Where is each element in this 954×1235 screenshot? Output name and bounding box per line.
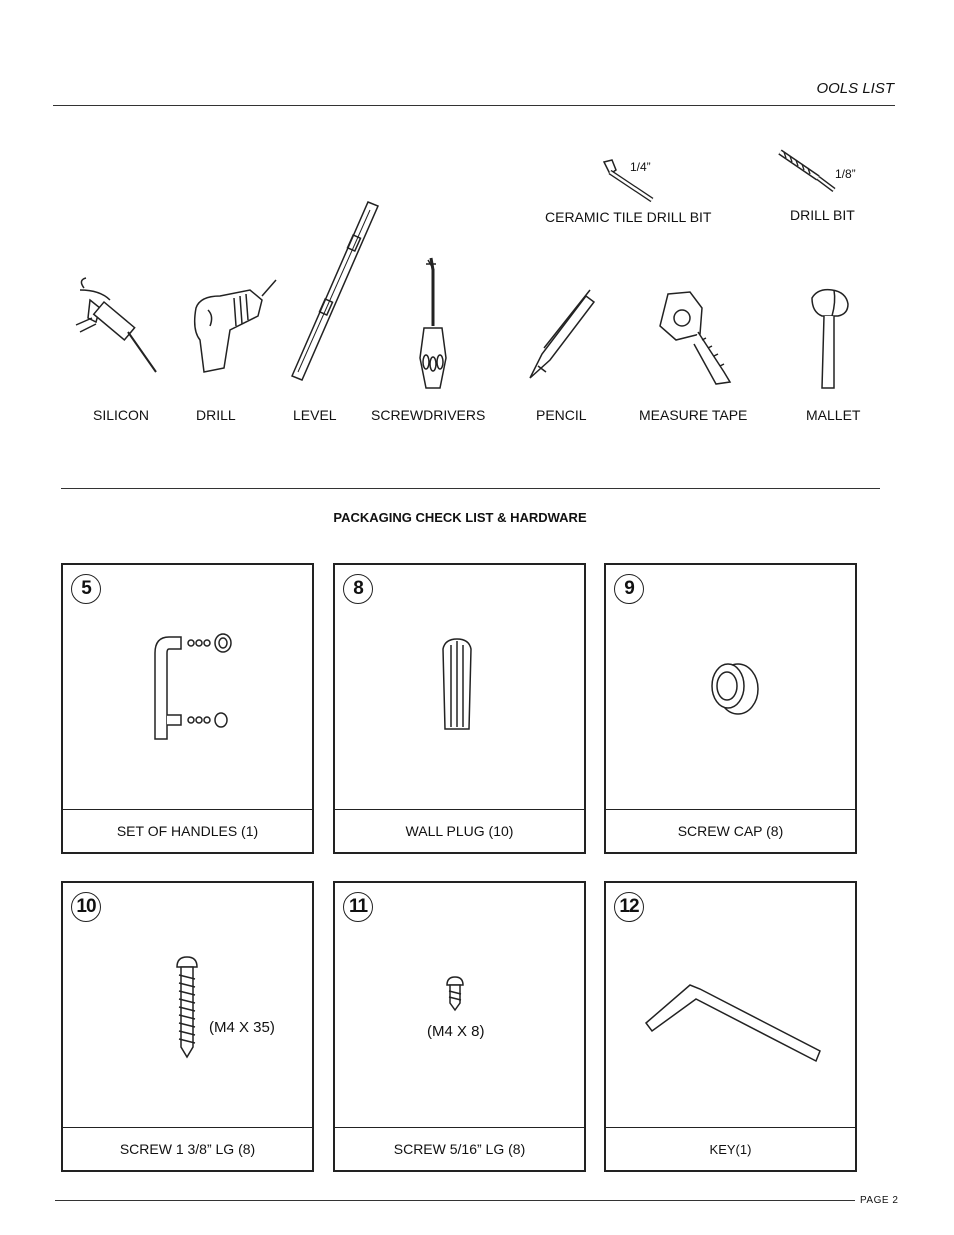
wall-plug-icon xyxy=(335,565,584,810)
item-label: SCREW CAP (8) xyxy=(606,809,855,852)
tool-label-drill-bit: DRILL BIT xyxy=(790,207,855,223)
tool-label-pencil: PENCIL xyxy=(536,407,587,423)
hardware-card-10 xyxy=(61,881,314,1172)
hardware-card-5 xyxy=(61,563,314,854)
tools-illustration xyxy=(0,140,954,400)
hardware-card-11 xyxy=(333,881,586,1172)
item-number-badge: 10 xyxy=(71,892,101,922)
section-divider xyxy=(61,488,880,489)
screwdriver-icon xyxy=(420,258,446,388)
tool-label-drill: DRILL xyxy=(196,407,236,423)
mallet-icon xyxy=(812,290,848,388)
hardware-card-9 xyxy=(604,563,857,854)
handle-set-icon xyxy=(63,565,312,810)
item-label: SET OF HANDLES (1) xyxy=(63,809,312,852)
ceramic-bit-size: 1/4” xyxy=(630,160,651,174)
screw-spec-note: (M4 X 8) xyxy=(427,1023,485,1040)
item-number-badge: 11 xyxy=(343,892,373,922)
drill-bit-size: 1/8” xyxy=(835,167,856,181)
caulking-gun-icon xyxy=(76,278,156,372)
item-label: WALL PLUG (10) xyxy=(335,809,584,852)
item-number-badge: 12 xyxy=(614,892,644,922)
header-divider xyxy=(53,105,895,106)
item-number-badge: 9 xyxy=(614,574,644,604)
item-number-badge: 5 xyxy=(71,574,101,604)
tool-label-mallet: MALLET xyxy=(806,407,861,423)
section-title: PACKAGING CHECK LIST & HARDWARE xyxy=(333,510,587,525)
item-number-badge: 8 xyxy=(343,574,373,604)
screw-spec-note: (M4 X 35) xyxy=(209,1019,275,1036)
page-title: OOLS LIST xyxy=(816,80,894,97)
tool-label-ceramic-drill-bit: CERAMIC TILE DRILL BIT xyxy=(545,209,712,225)
item-label: SCREW 1 3/8” LG (8) xyxy=(63,1127,312,1170)
page-number: PAGE 2 xyxy=(860,1195,899,1206)
item-label: SCREW 5/16” LG (8) xyxy=(335,1127,584,1170)
hardware-card-8 xyxy=(333,563,586,854)
allen-key-icon xyxy=(606,883,855,1128)
footer-divider xyxy=(55,1200,855,1201)
spirit-level-icon xyxy=(292,202,378,380)
tool-label-silicon: SILICON xyxy=(93,407,150,423)
tool-label-screwdrivers: SCREWDRIVERS xyxy=(371,407,486,423)
tape-measure-icon xyxy=(660,292,730,384)
hardware-card-12 xyxy=(604,881,857,1172)
pencil-icon xyxy=(530,290,594,378)
drill-bit-icon xyxy=(780,152,834,190)
power-drill-icon xyxy=(195,280,276,372)
screw-cap-icon xyxy=(606,565,855,810)
tool-label-level: LEVEL xyxy=(293,407,337,423)
tool-label-measure-tape: MEASURE TAPE xyxy=(639,407,748,423)
long-screw-icon xyxy=(63,883,312,1128)
item-label: KEY(1) xyxy=(606,1127,855,1170)
short-screw-icon xyxy=(335,883,584,1128)
